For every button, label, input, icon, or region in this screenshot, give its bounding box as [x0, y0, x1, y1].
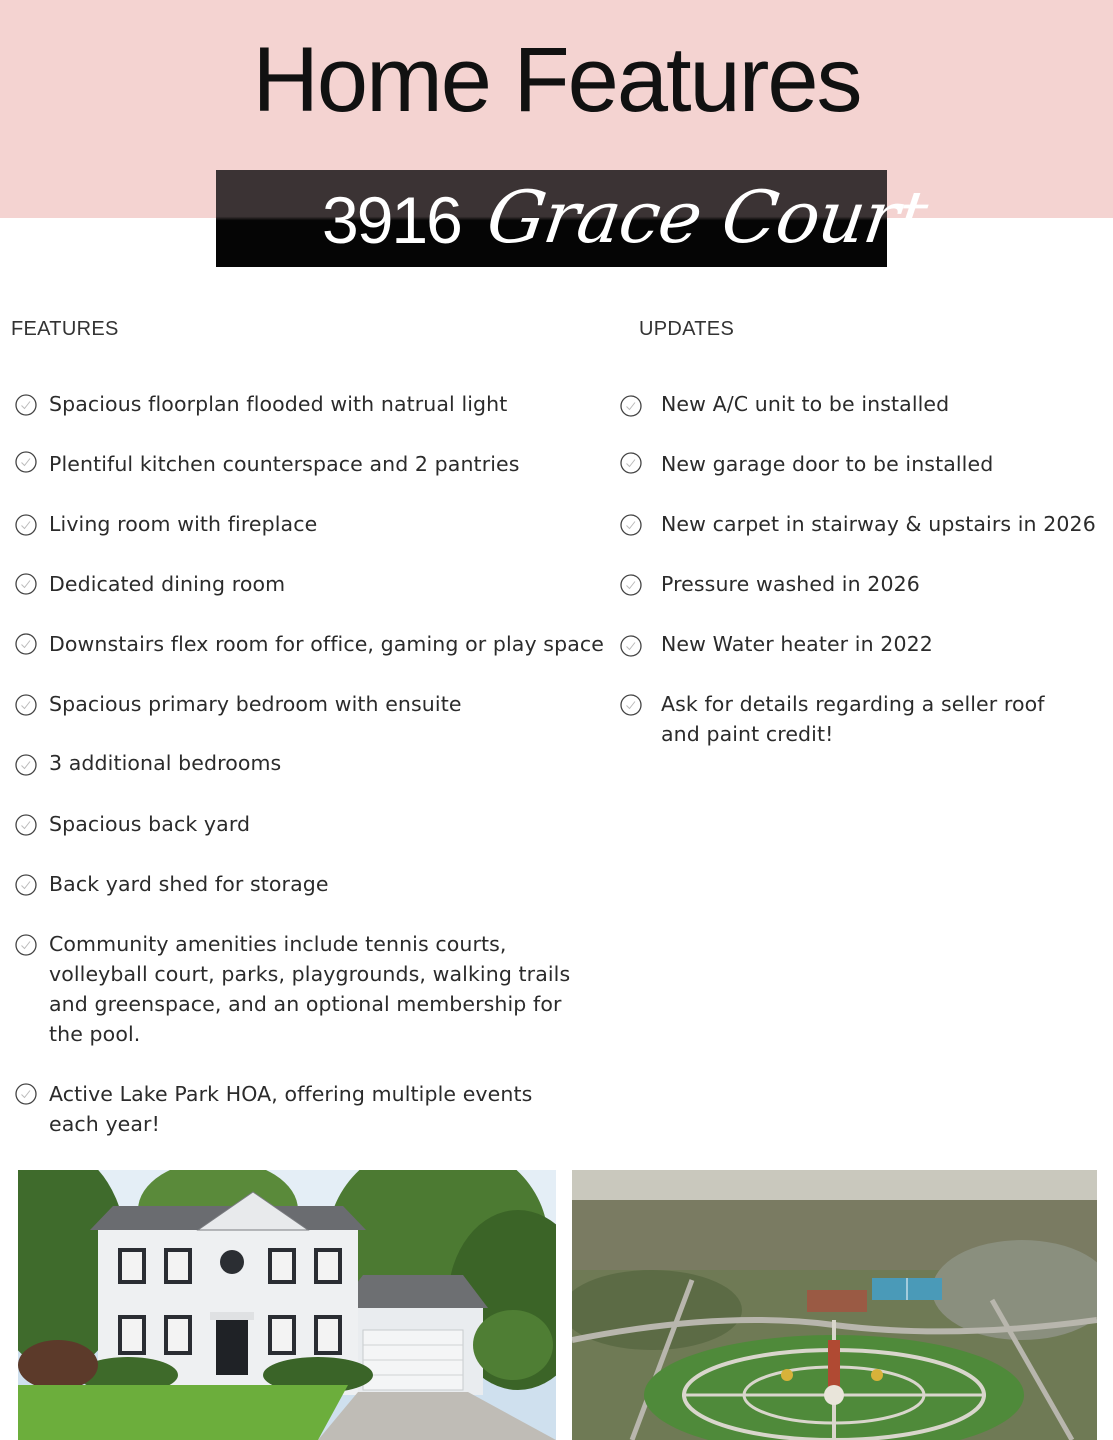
circle-check-icon: [620, 694, 642, 716]
circle-check-icon: [15, 514, 37, 536]
house-photo: [18, 1170, 556, 1440]
update-item: New A/C unit to be installed: [661, 392, 950, 416]
update-item: New carpet in stairway & upstairs in 2026: [661, 512, 1096, 536]
feature-item: Active Lake Park HOA, offering multiple events each year!: [49, 1082, 533, 1136]
feature-item: Back yard shed for storage: [49, 872, 329, 896]
circle-check-icon: [15, 1083, 37, 1105]
update-item: Pressure washed in 2026: [661, 572, 920, 596]
feature-item: Spacious floorplan flooded with natrual light: [49, 392, 508, 416]
circle-check-icon: [15, 694, 37, 716]
feature-item: Spacious primary bedroom with ensuite: [49, 692, 462, 716]
circle-check-icon: [15, 874, 37, 896]
circle-check-icon: [15, 814, 37, 836]
update-item: New Water heater in 2022: [661, 632, 933, 656]
features-heading: FEATURES: [11, 318, 119, 340]
circle-check-icon: [15, 451, 37, 473]
address-number: 3916: [322, 183, 461, 257]
feature-item: Downstairs flex room for office, gaming or play space: [49, 632, 604, 656]
circle-check-icon: [15, 633, 37, 655]
feature-item: Spacious back yard: [49, 812, 251, 836]
circle-check-icon: [620, 635, 642, 657]
feature-item: Dedicated dining room: [49, 572, 286, 596]
feature-item: Community amenities include tennis courts, volleyball court, parks, playgrounds, walking trails and greenspace, and an optional membership for the pool.: [49, 932, 571, 1046]
circle-check-icon: [15, 934, 37, 956]
circle-check-icon: [15, 754, 37, 776]
aerial-community-photo: [572, 1170, 1097, 1440]
circle-check-icon: [620, 395, 642, 417]
circle-check-icon: [15, 394, 37, 416]
feature-item: Living room with fireplace: [49, 512, 318, 536]
updates-heading: UPDATES: [639, 318, 735, 340]
circle-check-icon: [620, 574, 642, 596]
address-street: Grace Court: [482, 175, 932, 259]
update-item: New garage door to be installed: [661, 452, 994, 476]
feature-item: 3 additional bedrooms: [49, 751, 282, 775]
circle-check-icon: [15, 573, 37, 595]
page-title: Home Features: [252, 29, 861, 131]
circle-check-icon: [620, 452, 642, 474]
feature-item: Plentiful kitchen counterspace and 2 pantries: [49, 452, 520, 476]
circle-check-icon: [620, 514, 642, 536]
update-item: Ask for details regarding a seller roof and paint credit!: [661, 692, 1045, 746]
